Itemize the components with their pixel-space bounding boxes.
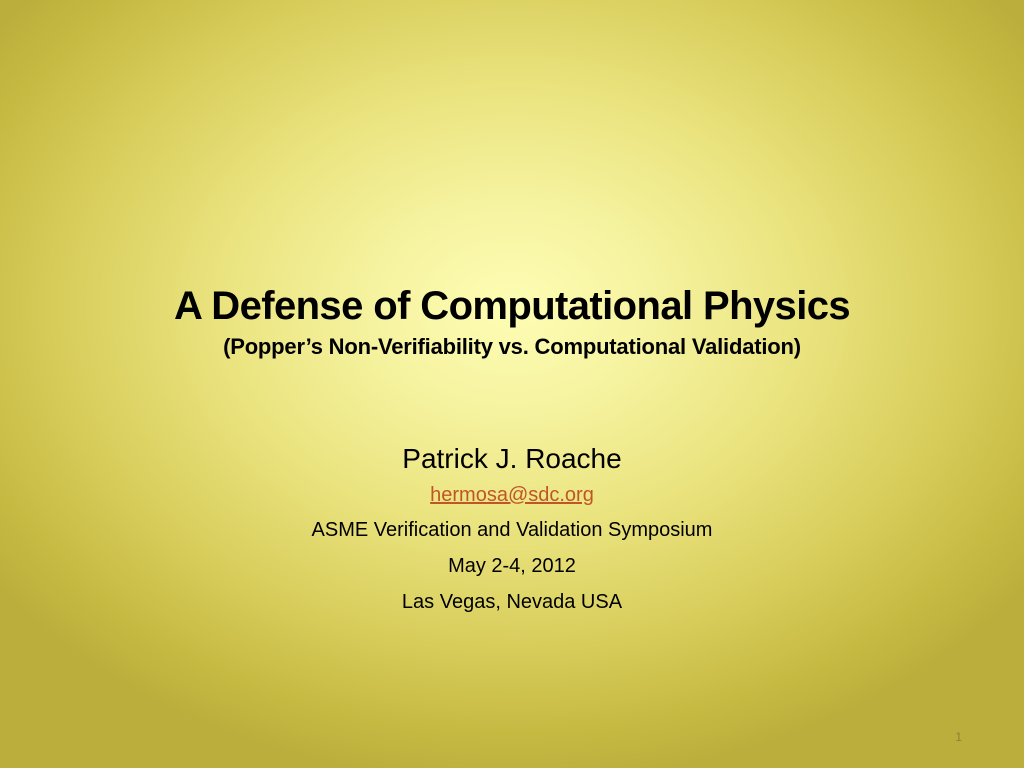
- author-info-block: [0, 440, 1024, 620]
- event-location: Las Vegas, Nevada USA: [401, 591, 623, 613]
- title-block: [0, 282, 1024, 362]
- author-name: Patrick J. Roache: [402, 443, 622, 474]
- slide-number: 1: [955, 730, 962, 744]
- slide-title: A Defense of Computational Physics: [173, 284, 851, 328]
- event-name: ASME Verification and Validation Symposium: [311, 519, 713, 541]
- slide-subtitle: (Popper’s Non-Verifiability vs. Computational Validation): [223, 334, 801, 359]
- event-date: May 2-4, 2012: [448, 555, 576, 577]
- email-link[interactable]: hermosa@sdc.org: [430, 484, 594, 506]
